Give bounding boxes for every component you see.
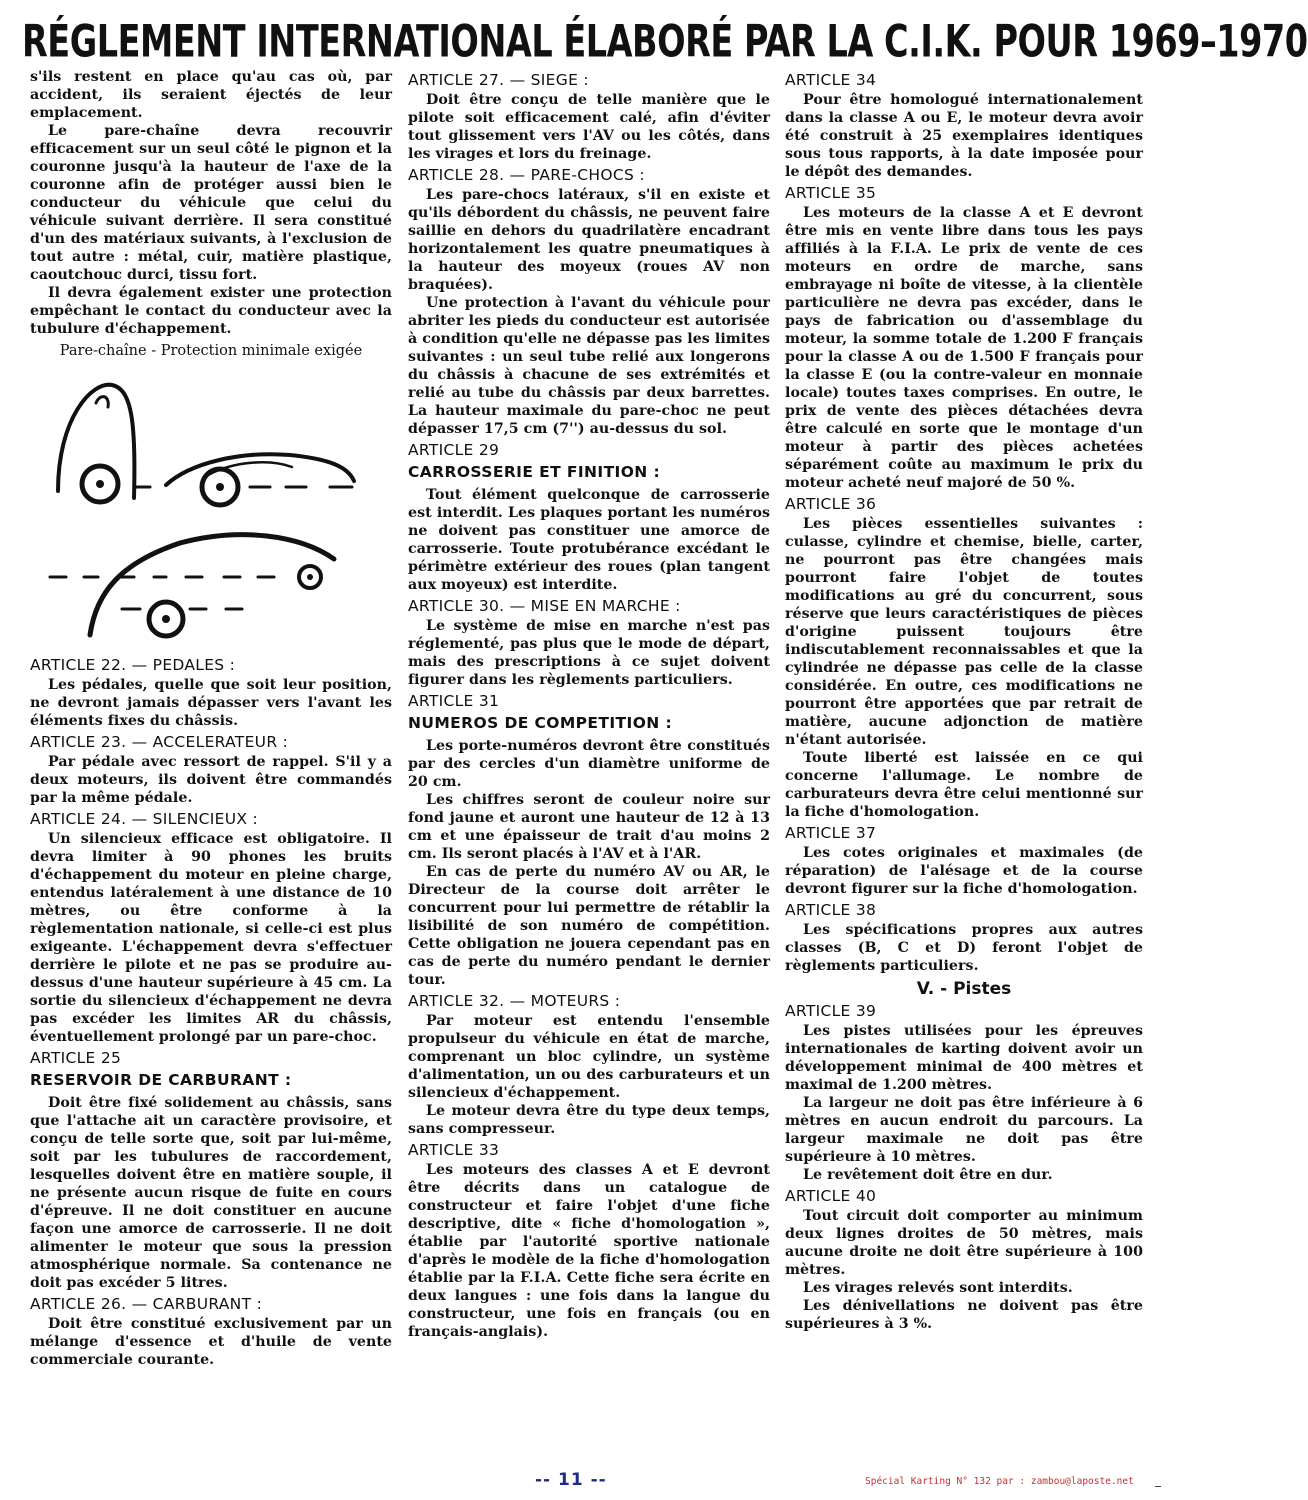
figure-caption: Pare-chaîne - Protection minimale exigée — [59, 343, 363, 359]
article-28-text: Une protection à l'avant du véhicule pour abriter les pieds du conducteur est autorisée à condition qu'elle ne dépasse pas les limites suivantes : un seul tube relié aux longerons du châssis à chacune de ses extrémités et relié au tube du châssis par deux barrettes. La hauteur maximale du pare-choc ne peut dépasser 17,5 cm (7'') au-dessus du sol. — [408, 295, 770, 437]
paragraph: s'ils restent en place qu'au cas où, par accident, ils seraient éjectés de leur emplacement. — [30, 69, 392, 121]
article-33-heading: ARTICLE 33 — [408, 1141, 500, 1159]
paragraph: Le pare-chaîne devra recouvrir efficacement sur un seul côté le pignon et la couronne jusqu'à la hauteur de l'axe de la couronne afin de protéger aussi bien le conducteur du véhicule que celui du véhicule suivant derrière. Il sera constitué d'un des matériaux suivants, à l'exclusion de tout autre : métal, cuir, matière plastique, caoutchouc durci, tissu fort. — [30, 123, 392, 283]
article-39-text: La largeur ne doit pas être inférieure à 6 mètres en aucun endroit du parcours. La largeur maximale ne doit pas être supérieure à 10 mètres. — [785, 1095, 1143, 1165]
article-40-heading: ARTICLE 40 — [785, 1187, 877, 1205]
article-27-text: Doit être conçu de telle manière que le pilote soit efficacement calé, afin d'éviter tout glissement vers l'AV ou les côtés, dans les virages et lors du freinage. — [408, 92, 770, 162]
credit-line: Spécial Karting N° 132 par : zambou@laposte.net — [865, 1476, 1134, 1487]
article-31-text: En cas de perte du numéro AV ou AR, le Directeur de la course doit arrêter le concurrent pour lui permettre de rétablir la lisibilité de son numéro de compétition. Cette obligation ne jouera cependant pas en cas de perte du numéro pendant le dernier tour. — [408, 864, 770, 988]
article-28-text: Les pare-chocs latéraux, s'il en existe et qu'ils débordent du châssis, ne peuvent faire saillie en dehors du quadrilatère encadrant horizontalement les quatre pneumatiques à la hauteur des moyeux (roues AV non braquées). — [408, 187, 770, 293]
article-24-heading: ARTICLE 24. — SILENCIEUX : — [30, 810, 259, 828]
article-37-heading: ARTICLE 37 — [785, 824, 877, 842]
article-32-text: Le moteur devra être du type deux temps, sans compresseur. — [408, 1103, 770, 1137]
article-25-heading: ARTICLE 25 — [30, 1049, 122, 1067]
page-title: RÉGLEMENT INTERNATIONAL ÉLABORÉ PAR LA C.I.K. POUR 1969–1970 — [22, 16, 1308, 68]
article-29-subheading: CARROSSERIE ET FINITION : — [408, 463, 661, 481]
article-37-text: Les cotes originales et maximales (de réparation) de l'alésage et de la course devront figurer sur la fiche d'homologation. — [785, 845, 1143, 897]
article-33-text: Les moteurs des classes A et E devront être décrits dans un catalogue de constructeur et faire l'objet d'une fiche descriptive, dite « fiche d'homologation », établie par l'autorité sportive nationale d'après le modèle de la fiche d'homologation établie par la F.I.A. Cette fiche sera écrite en deux langues : une fois dans la langue du constructeur, une fois en français (ou en français-anglais). — [408, 1162, 770, 1340]
article-26-text: Doit être constitué exclusivement par un mélange d'essence et d'huile de vente commerciale courante. — [30, 1316, 392, 1368]
article-32-text: Par moteur est entendu l'ensemble propulseur du véhicule en état de marche, comprenant un bloc cylindre, un système d'alimentation, un ou des carburateurs et un silencieux d'échappement. — [408, 1013, 770, 1101]
article-25-subheading: RESERVOIR DE CARBURANT : — [30, 1071, 292, 1089]
page-number: -- 11 -- — [535, 1470, 607, 1490]
article-38-text: Les spécifications propres aux autres classes (B, C et D) feront l'objet de règlements particuliers. — [785, 922, 1143, 974]
chain-guard-sketch — [30, 363, 392, 653]
column-3 — [785, 68, 1143, 1333]
masthead — [0, 0, 1308, 72]
article-36-text: Toute liberté est laissée en ce qui concerne l'allumage. Le nombre de carburateurs devra être celui mentionné sur la fiche d'homologation. — [785, 750, 1143, 820]
section-heading: V. - Pistes — [916, 979, 1012, 999]
column-1 — [30, 68, 392, 1369]
article-22-heading: ARTICLE 22. — PEDALES : — [30, 656, 236, 674]
article-23-text: Par pédale avec ressort de rappel. S'il y a deux moteurs, ils doivent être commandés par la même pédale. — [30, 754, 392, 806]
article-30-text: Le système de mise en marche n'est pas réglementé, pas plus que le mode de départ, mais des prescriptions à ce sujet doivent figurer dans les règlements particuliers. — [408, 618, 770, 688]
article-22-text: Les pédales, quelle que soit leur position, ne devront jamais dépasser vers l'avant les éléments fixes du châssis. — [30, 677, 392, 729]
sketch-guard-2 — [134, 454, 354, 505]
article-36-heading: ARTICLE 36 — [785, 495, 877, 513]
article-31-text: Les chiffres seront de couleur noire sur fond jaune et auront une hauteur de 12 à 13 cm et une épaisseur de trait d'au moins 2 cm. Ils seront placés à l'AV et à l'AR. — [408, 792, 770, 862]
article-35-heading: ARTICLE 35 — [785, 184, 877, 202]
article-31-text: Les porte-numéros devront être constitués par des cercles d'un diamètre uniforme de 20 cm. — [408, 738, 770, 790]
sketch-guard-1 — [58, 385, 134, 502]
article-40-text: Les dénivellations ne doivent pas être supérieures à 3 %. — [785, 1298, 1143, 1332]
article-35-text: Les moteurs de la classe A et E devront être mis en vente libre dans tous les pays affiliés à la F.I.A. Le prix de vente de ces moteurs en ordre de marche, sans embrayage ni boîte de vitesse, à la clientèle particulière ne devra pas excéder, dans le pays de fabrication ou d'assemblage du moteur, la somme totale de 1.200 F français pour la classe A ou de 1.500 F français pour la classe E (ou la contre-valeur en monnaie locale) toutes taxes comprises. En outre, le prix de vente des pièces détachées devra être calculé en sorte que le montage d'un moteur à partir des pièces achetées séparément coûte au maximum le prix du moteur acheté neuf majoré de 50 %. — [785, 205, 1143, 491]
article-39-heading: ARTICLE 39 — [785, 1002, 877, 1020]
article-29-text: Tout élément quelconque de carrosserie est interdit. Les plaques portant les numéros ne doivent pas constituer une amorce de carrosserie. Toute protubérance excédant le périmètre extérieur des roues (plan tangent aux moyeux) est interdite. — [408, 487, 770, 593]
sketch-guard-3 — [50, 535, 334, 636]
article-24-text: Un silencieux efficace est obligatoire. Il devra limiter à 90 phones les bruits d'échappement du moteur en pleine charge, entendus latéralement à une distance de 10 mètres, ou être conforme à la règlementation nationale, si celle-ci est plus exigeante. L'échappement devra s'effectuer derrière le pilote et ne pas se produire au-dessus d'une hauteur supérieure à 45 cm. La sortie du silencieux d'échappement ne devra pas excéder les limites AR du châssis, éventuellement prolongé par un pare-choc. — [30, 831, 392, 1045]
column-2 — [408, 68, 770, 1341]
article-28-heading: ARTICLE 28. — PARE-CHOCS : — [408, 166, 645, 184]
article-34-text: Pour être homologué internationalement dans la classe A ou E, le moteur devra avoir été construit à 25 exemplaires identiques sous tous rapports, à la date imposée pour le dépôt des demandes. — [785, 92, 1143, 180]
article-25-text: Doit être fixé solidement au châssis, sans que l'attache ait un caractère provisoire, et conçu de telle sorte que, soit par lui-même, soit par les tubulures de raccordement, lesquelles doivent être en matière souple, il ne présente aucun risque de fuite en cours d'épreuve. Il ne doit constituer en aucune façon une amorce de carrosserie. Il ne doit alimenter le moteur que sous la pression atmosphérique normale. Sa contenance ne doit pas excéder 5 litres. — [30, 1095, 392, 1291]
paragraph: Il devra également exister une protection empêchant le contact du conducteur avec la tubulure d'échappement. — [30, 285, 392, 337]
article-39-text: Le revêtement doit être en dur. — [803, 1167, 1053, 1183]
article-40-text: Tout circuit doit comporter au minimum deux lignes droites de 50 mètres, mais aucune droite ne doit être supérieure à 100 mètres. — [785, 1208, 1143, 1278]
article-38-heading: ARTICLE 38 — [785, 901, 877, 919]
article-34-heading: ARTICLE 34 — [785, 71, 877, 89]
article-23-heading: ARTICLE 23. — ACCELERATEUR : — [30, 733, 289, 751]
article-31-heading: ARTICLE 31 — [408, 692, 500, 710]
article-39-text: Les pistes utilisées pour les épreuves internationales de karting doivent avoir un développement minimal de 400 mètres et maximal de 1.200 mètres. — [785, 1023, 1143, 1093]
article-26-heading: ARTICLE 26. — CARBURANT : — [30, 1295, 263, 1313]
article-29-heading: ARTICLE 29 — [408, 441, 500, 459]
article-30-heading: ARTICLE 30. — MISE EN MARCHE : — [408, 597, 681, 615]
divider — [1155, 1486, 1161, 1487]
article-27-heading: ARTICLE 27. — SIEGE : — [408, 71, 589, 89]
article-32-heading: ARTICLE 32. — MOTEURS : — [408, 992, 621, 1010]
article-31-subheading: NUMEROS DE COMPETITION : — [408, 714, 673, 732]
article-36-text: Les pièces essentielles suivantes : culasse, cylindre et chemise, bielle, carter, ne pourront pas être changées mais pourront faire l'objet de toutes modifications au gré du concurrent, sous réserve que leurs caractéristiques de pièces d'origine puissent toujours être indiscutablement reconnaissables et que la cylindrée ne dépasse pas celle de la classe considérée. En outre, ces modifications ne pourront être apportées que par retrait de matière, aucune adjonction de matière n'étant autorisée. — [785, 516, 1143, 748]
article-40-text: Les virages relevés sont interdits. — [803, 1280, 1073, 1296]
